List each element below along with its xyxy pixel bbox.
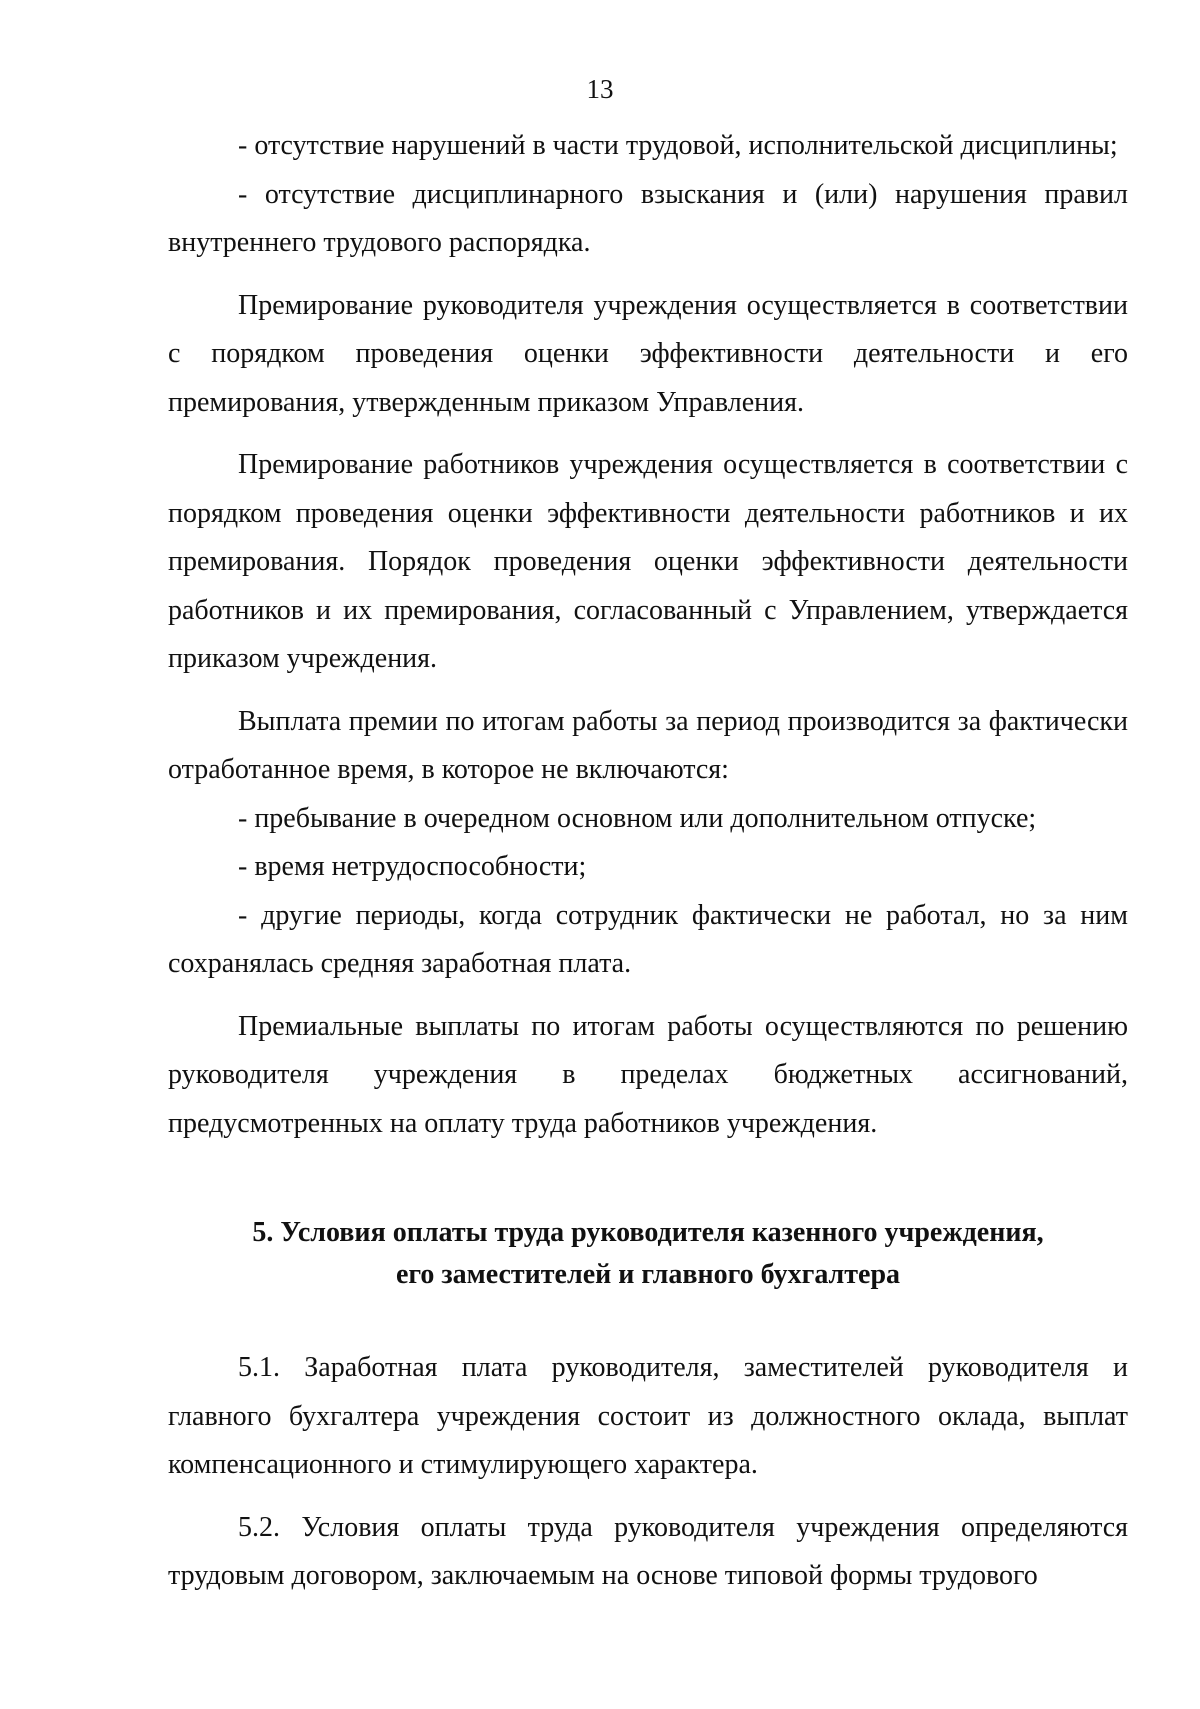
page-number: 13 bbox=[586, 74, 614, 104]
paragraph-no-disciplinary-penalty: - отсутствие дисциплинарного взыскания и (или) нарушения правил внутреннего трудового распорядка. bbox=[168, 178, 1128, 258]
section-heading-line-1: 5. Условия оплаты труда руководителя казенного учреждения, bbox=[252, 1217, 1044, 1248]
section-heading bbox=[168, 1212, 1128, 1296]
list-item-other-periods: - другие периоды, когда сотрудник фактически не работал, но за ним сохранялась средняя заработная плата. bbox=[168, 899, 1128, 979]
paragraph-bonus-payment: Выплата премии по итогам работы за период производится за фактически отработанное время, в которое не включаются: bbox=[168, 705, 1128, 785]
paragraph-bonus-decision: Премиальные выплаты по итогам работы осуществляются по решению руководителя учреждения в пределах бюджетных ассигнований, предусмотренных на оплату труда работников учреждения. bbox=[168, 1010, 1128, 1139]
paragraph-discipline-violations: - отсутствие нарушений в части трудовой, исполнительской дисциплины; bbox=[238, 130, 1118, 161]
paragraph-5-2: 5.2. Условия оплаты труда руководителя учреждения определяются трудовым договором, заключаемым на основе типовой формы трудового bbox=[168, 1511, 1128, 1591]
document-body bbox=[168, 122, 1128, 1601]
section-heading-line-2: его заместителей и главного бухгалтера bbox=[395, 1259, 901, 1290]
list-item-disability: - время нетрудоспособности; bbox=[238, 851, 587, 882]
paragraph-5-1: 5.1. Заработная плата руководителя, заместителей руководителя и главного бухгалтера учреждения состоит из должностного оклада, выплат компенсационного и стимулирующего характера. bbox=[168, 1352, 1128, 1480]
paragraph-employees-bonus: Премирование работников учреждения осуществляется в соответствии с порядком проведения оценки эффективности деятельности работников и их премирования. Порядок проведения оценки эффективности деятельности работников и их премирования, согласованный с Управлением, утверждается приказом учреждения. bbox=[168, 449, 1128, 674]
list-item-vacation: - пребывание в очередном основном или дополнительном отпуске; bbox=[238, 802, 1037, 834]
paragraph-head-bonus: Премирование руководителя учреждения осуществляется в соответствии с порядком проведения оценки эффективности деятельности и его премирования, утвержденным приказом Управления. bbox=[168, 289, 1128, 418]
